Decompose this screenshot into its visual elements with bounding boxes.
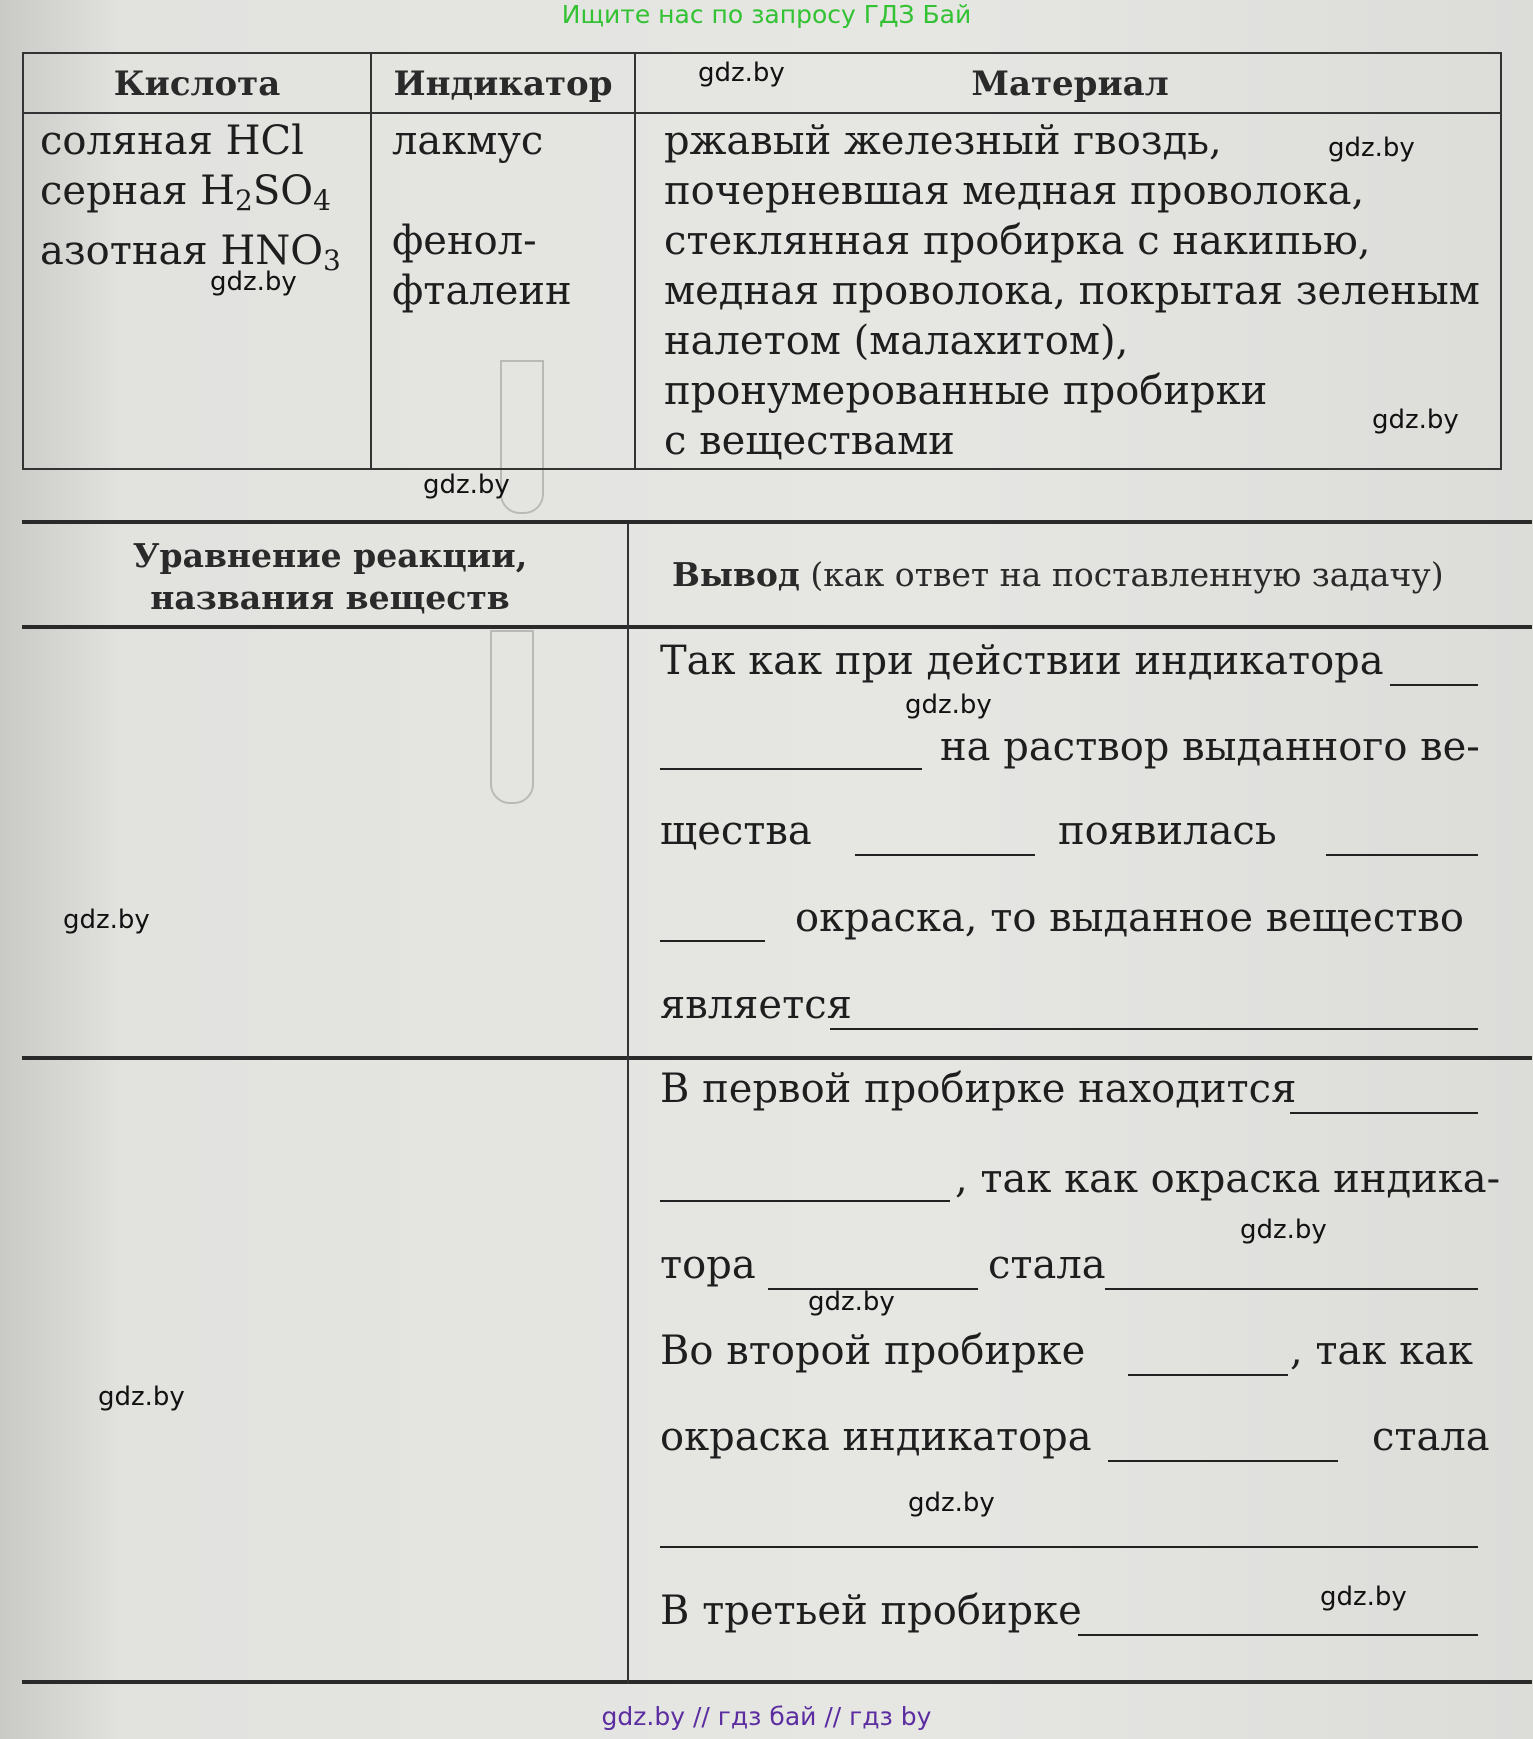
conclusion-text: появилась	[1058, 808, 1277, 854]
column-divider	[634, 54, 636, 468]
watermark: gdz.by	[423, 470, 510, 500]
material-line: пронумерованные пробирки	[664, 368, 1268, 414]
conclusion-text: В первой пробирке находится	[660, 1066, 1297, 1112]
watermark: gdz.by	[1328, 133, 1415, 163]
answer-blank[interactable]	[1128, 1374, 1288, 1376]
material-line: медная проволока, покрытая зеленым	[664, 268, 1480, 314]
material-line: с веществами	[664, 418, 955, 464]
watermark: gdz.by	[63, 905, 150, 935]
table2-top-rule	[22, 520, 1532, 524]
conclusion-text: тора	[660, 1242, 756, 1288]
conclusion-text: , так как окраска индика-	[955, 1156, 1501, 1202]
conclusion-text: щества	[660, 808, 812, 854]
answer-blank[interactable]	[1105, 1288, 1478, 1290]
indicator-litmus: лакмус	[392, 118, 544, 164]
header-divider	[24, 112, 1500, 114]
column-divider	[370, 54, 372, 468]
header-indicator: Индикатор	[393, 64, 613, 104]
table2-header-rule	[22, 625, 1532, 629]
answer-blank[interactable]	[660, 768, 922, 770]
header-conclusion: Вывод (как ответ на поставленную задачу)	[672, 555, 1444, 594]
conclusion-text: на раствор выданного ве-	[940, 724, 1480, 770]
table2-row-rule	[22, 1056, 1532, 1060]
answer-blank[interactable]	[1326, 854, 1478, 856]
conclusion-text: является	[660, 982, 852, 1028]
conclusion-text: окраска, то выданное вещество	[795, 895, 1464, 941]
material-line: налетом (малахитом),	[664, 318, 1129, 364]
answer-blank[interactable]	[660, 1200, 950, 1202]
conclusion-text: стала	[988, 1242, 1106, 1288]
indicator-phenol-2: фталеин	[392, 268, 572, 314]
header-equation: Уравнение реакции, названия веществ	[132, 536, 528, 617]
answer-blank[interactable]	[855, 854, 1035, 856]
top-banner: Ищите нас по запросу ГДЗ Бай	[561, 0, 972, 29]
answer-blank[interactable]	[1108, 1460, 1338, 1462]
acid-hcl: соляная HCl	[40, 118, 304, 164]
indicators-cell	[392, 116, 572, 316]
conclusion-text: окраска индикатора	[660, 1414, 1092, 1460]
conclusion-text: В третьей пробирке	[660, 1588, 1082, 1634]
watermark: gdz.by	[1240, 1215, 1327, 1245]
watermark: gdz.by	[698, 58, 785, 88]
table2-column-divider	[627, 523, 629, 1683]
table2-bottom-rule	[22, 1680, 1532, 1684]
header-material: Материал	[971, 64, 1169, 104]
materials-cell	[664, 116, 1480, 466]
header-acid: Кислота	[113, 64, 281, 104]
conclusion-text: Во второй пробирке	[660, 1328, 1086, 1374]
acid-hno3: азотная $HNO_3$	[40, 228, 341, 277]
conclusion-text: , так как	[1290, 1328, 1473, 1374]
watermark: gdz.by	[1372, 405, 1459, 435]
conclusion-text: стала	[1372, 1414, 1490, 1460]
answer-blank[interactable]	[660, 940, 765, 942]
watermark: gdz.by	[808, 1287, 895, 1317]
acids-cell	[40, 116, 341, 286]
conclusion-text: Так как при действии индикатора	[660, 638, 1384, 684]
materials-table	[22, 52, 1502, 470]
test-tube-drawing	[490, 630, 534, 804]
watermark: gdz.by	[210, 267, 297, 297]
answer-blank[interactable]	[1078, 1634, 1478, 1636]
acid-h2so4: серная $H_2SO_4$	[40, 168, 331, 217]
answer-blank[interactable]	[830, 1028, 1478, 1030]
answer-blank[interactable]	[660, 1546, 1478, 1548]
material-line: почерневшая медная проволока,	[664, 168, 1365, 214]
watermark: gdz.by	[905, 690, 992, 720]
bottom-banner: gdz.by // гдз бай // гдз by	[601, 1702, 932, 1731]
watermark: gdz.by	[98, 1382, 185, 1412]
material-line: ржавый железный гвоздь,	[664, 118, 1222, 164]
indicator-phenol-1: фенол-	[392, 218, 537, 264]
answer-blank[interactable]	[1390, 684, 1478, 686]
watermark: gdz.by	[908, 1488, 995, 1518]
watermark: gdz.by	[1320, 1582, 1407, 1612]
answer-blank[interactable]	[1290, 1112, 1478, 1114]
material-line: стеклянная пробирка с накипью,	[664, 218, 1371, 264]
